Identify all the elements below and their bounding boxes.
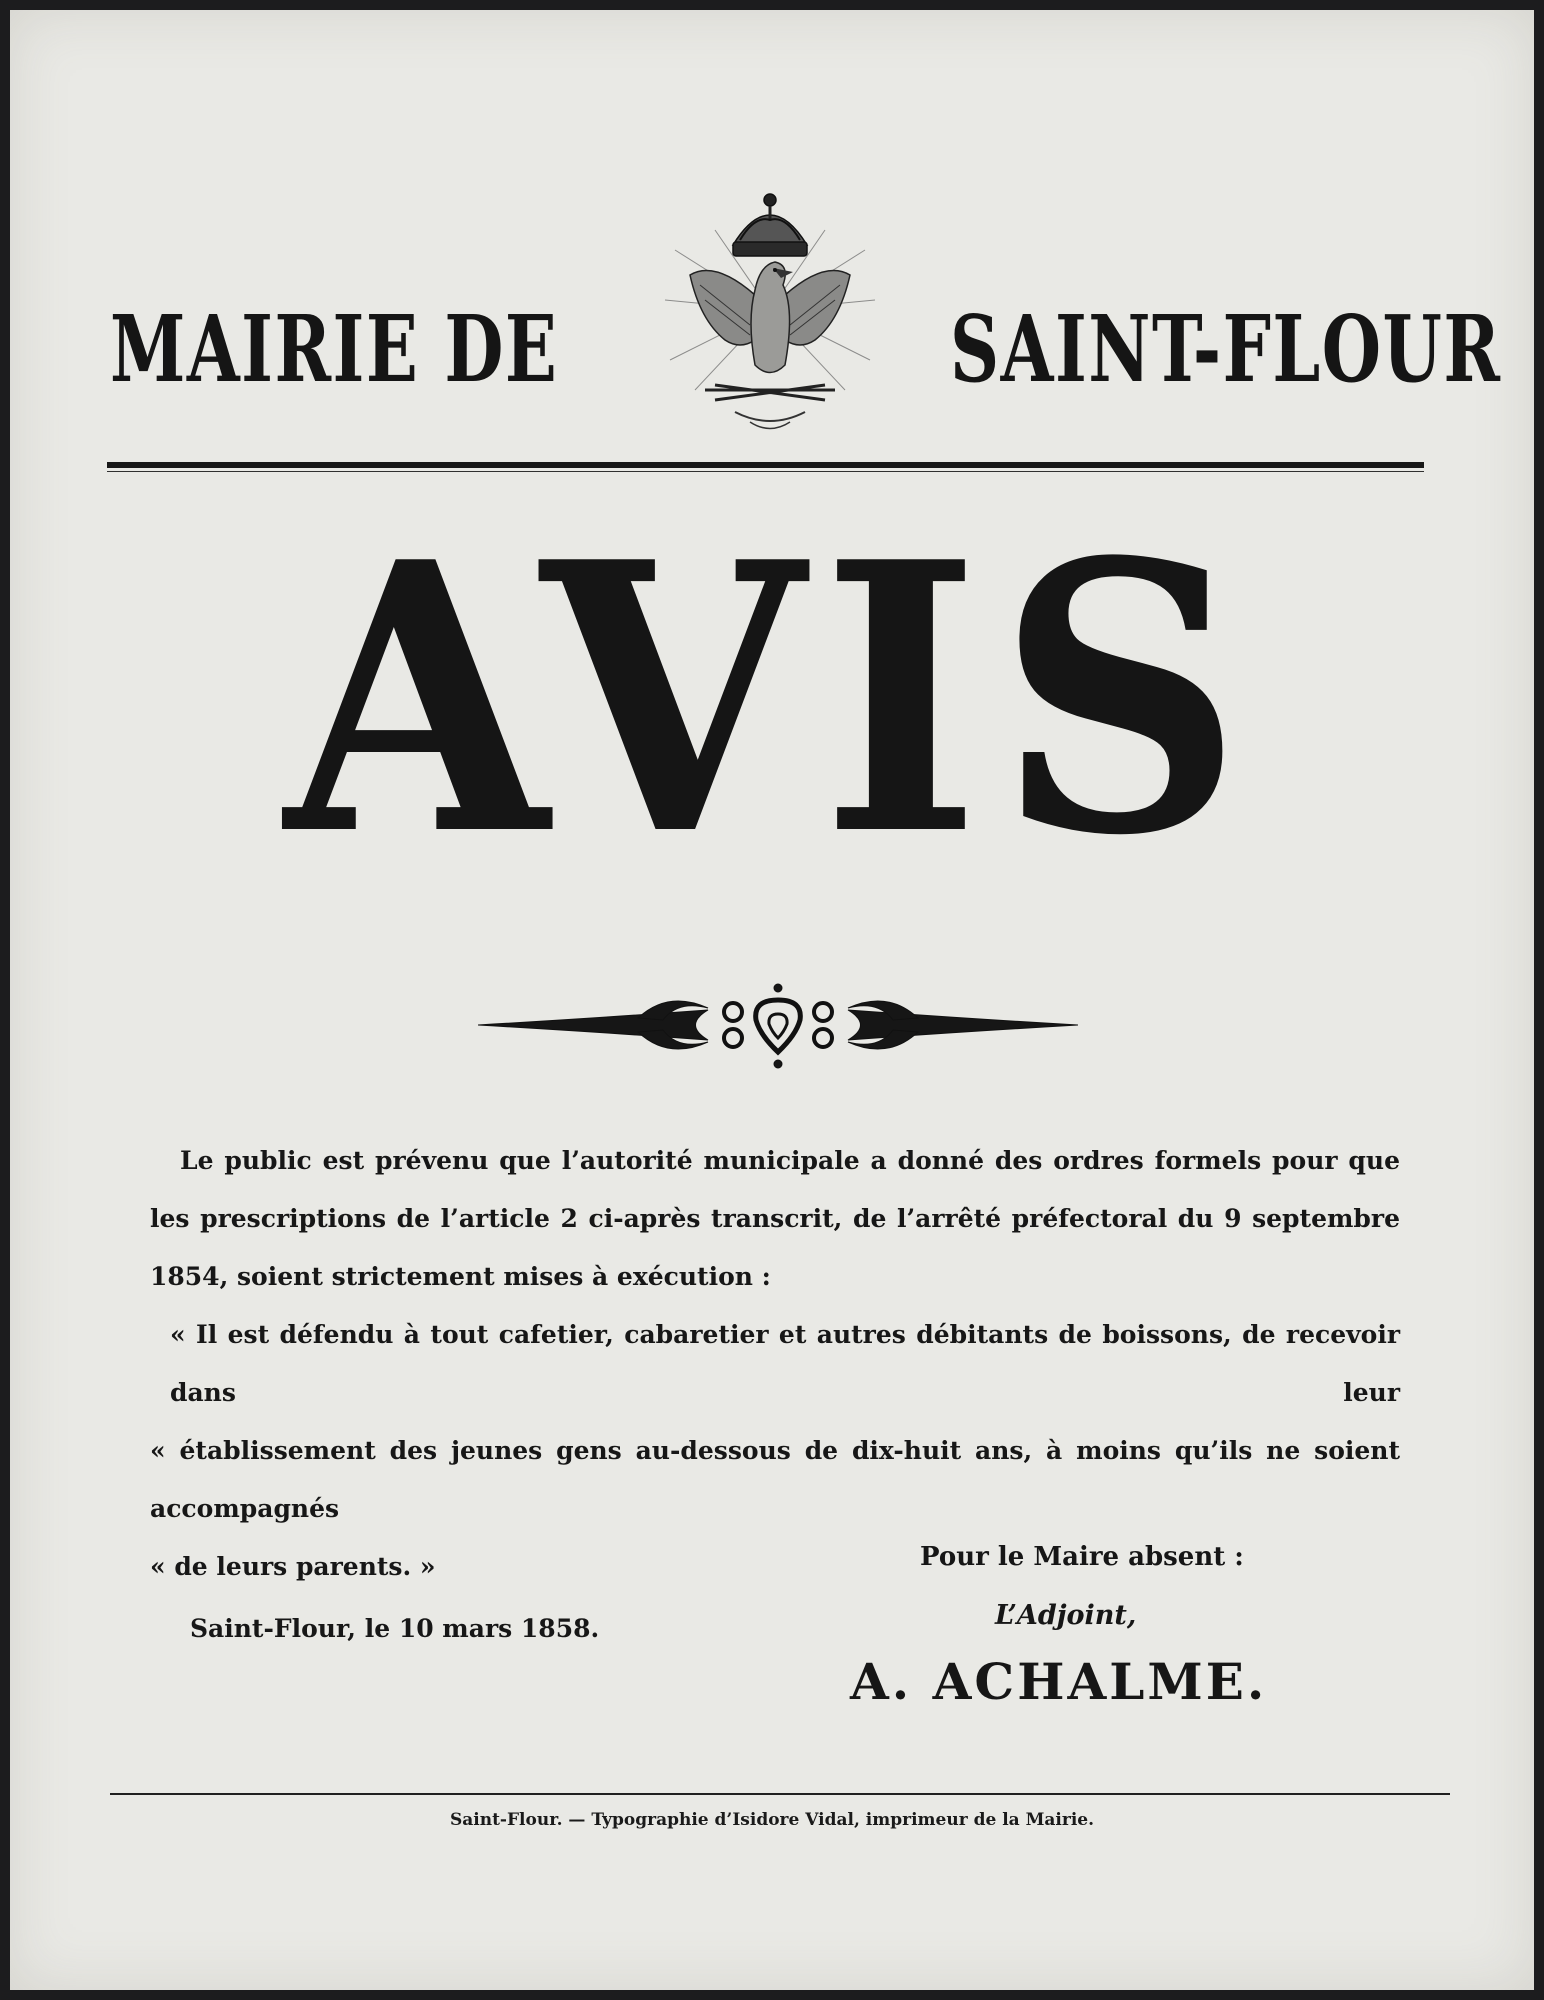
poster-sheet [10,10,1534,1990]
quote-line: « établissement des jeunes gens au-dessous de dix-huit ans, à moins qu’ils ne soient accompagnés [150,1436,1400,1523]
header-saint-flour: SAINT-FLOUR [950,295,1502,403]
notice-date: Saint-Flour, le 10 mars 1858. [190,1614,600,1643]
decorative-flourish-icon [478,980,1078,1070]
header-mairie-de: MAIRIE DE [110,295,559,403]
signature-name: A. ACHALME. [850,1652,1268,1711]
imperial-eagle-crown-icon [655,190,885,450]
top-rule [107,462,1424,468]
title-avis: AVIS [284,483,1260,917]
body-paragraph: Le public est prévenu que l’autorité municipale a donné des ordres formels pour que les prescriptions de l’article 2 ci-après transcrit, de l’arrêté préfectoral du 9 septembre 1854, soient strictement mises à exécution : [150,1146,1400,1291]
top-rule-thin [107,471,1424,472]
signature-pour-le-maire: Pour le Maire absent : [920,1542,1244,1572]
signature-role: L’Adjoint, [995,1600,1137,1631]
notice-body [150,1132,1400,1658]
quote-line: « Il est défendu à tout cafetier, cabaretier et autres débitants de boissons, de recevoir dans leur [170,1320,1400,1407]
quote-line: « de leurs parents. » [150,1552,436,1581]
bottom-rule [110,1793,1450,1795]
printer-footer: Saint-Flour. — Typographie d’Isidore Vidal, imprimeur de la Mairie. [449,1810,1095,1830]
